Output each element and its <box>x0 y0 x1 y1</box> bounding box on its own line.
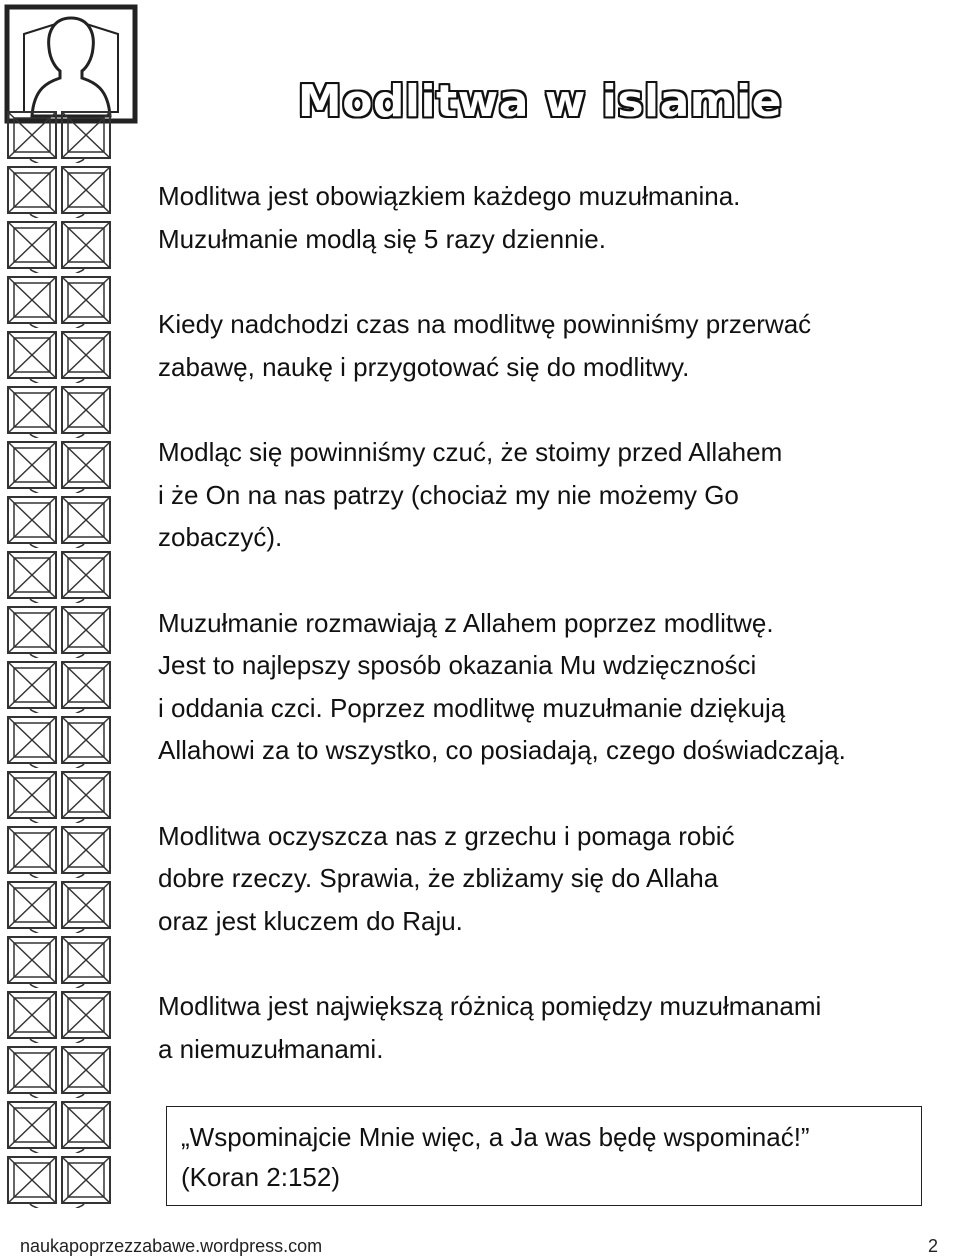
text-line: i że On na nas patrzy (chociaż my nie możemy Go <box>158 479 739 510</box>
text-line: Modlitwa jest największą różnicą pomiędzy muzułmanami <box>158 991 822 1021</box>
text-line: Jest to najlepszy sposób okazania Mu wdzięczności <box>158 650 757 680</box>
text-line: Muzułmanie rozmawiają z Allahem poprzez modlitwę. <box>158 607 774 638</box>
paragraph <box>158 175 948 260</box>
text-line: Kiedy nadchodzi czas na modlitwę powinniśmy przerwać <box>158 309 812 339</box>
text-line: zabawę, naukę i przygotować się do modlitwy. <box>158 351 690 382</box>
page-number: 2 <box>927 1236 938 1256</box>
footer-site-url: naukapoprzezzabawe.wordpress.com <box>20 1236 323 1256</box>
paragraph <box>158 815 948 943</box>
quote-text: „Wspominajcie Mnie więc, a Ja was będę wspominać!” <box>181 1122 810 1152</box>
page-title: Modlitwa w islamie <box>297 76 783 127</box>
text-line: Modlitwa jest obowiązkiem każdego muzułmanina. <box>158 181 741 211</box>
text-line: Muzułmanie modlą się 5 razy dziennie. <box>158 223 606 254</box>
text-line: dobre rzeczy. Sprawia, że zbliżamy się do Allaha <box>158 863 719 893</box>
paragraph <box>158 303 948 388</box>
paragraph <box>158 431 948 559</box>
paragraph <box>158 602 948 772</box>
text-line: zobaczyć). <box>158 522 283 552</box>
paragraph <box>158 985 948 1070</box>
text-line: Allahowi za to wszystko, co posiadają, czego doświadczają. <box>158 735 846 765</box>
quote-source: (Koran 2:152) <box>181 1162 340 1192</box>
text-line: i oddania czci. Poprzez modlitwę muzułmanie dziękują <box>158 692 786 723</box>
text-line: Modląc się powinniśmy czuć, że stoimy przed Allahem <box>158 437 783 467</box>
text-line: oraz jest kluczem do Raju. <box>158 905 463 936</box>
quote-box <box>166 1106 922 1206</box>
celtic-knot-border <box>0 108 118 1208</box>
text-line: a niemuzułmanami. <box>158 1033 384 1064</box>
text-line: Modlitwa oczyszcza nas z grzechu i pomaga robić <box>158 820 735 851</box>
body-text <box>158 175 948 1070</box>
